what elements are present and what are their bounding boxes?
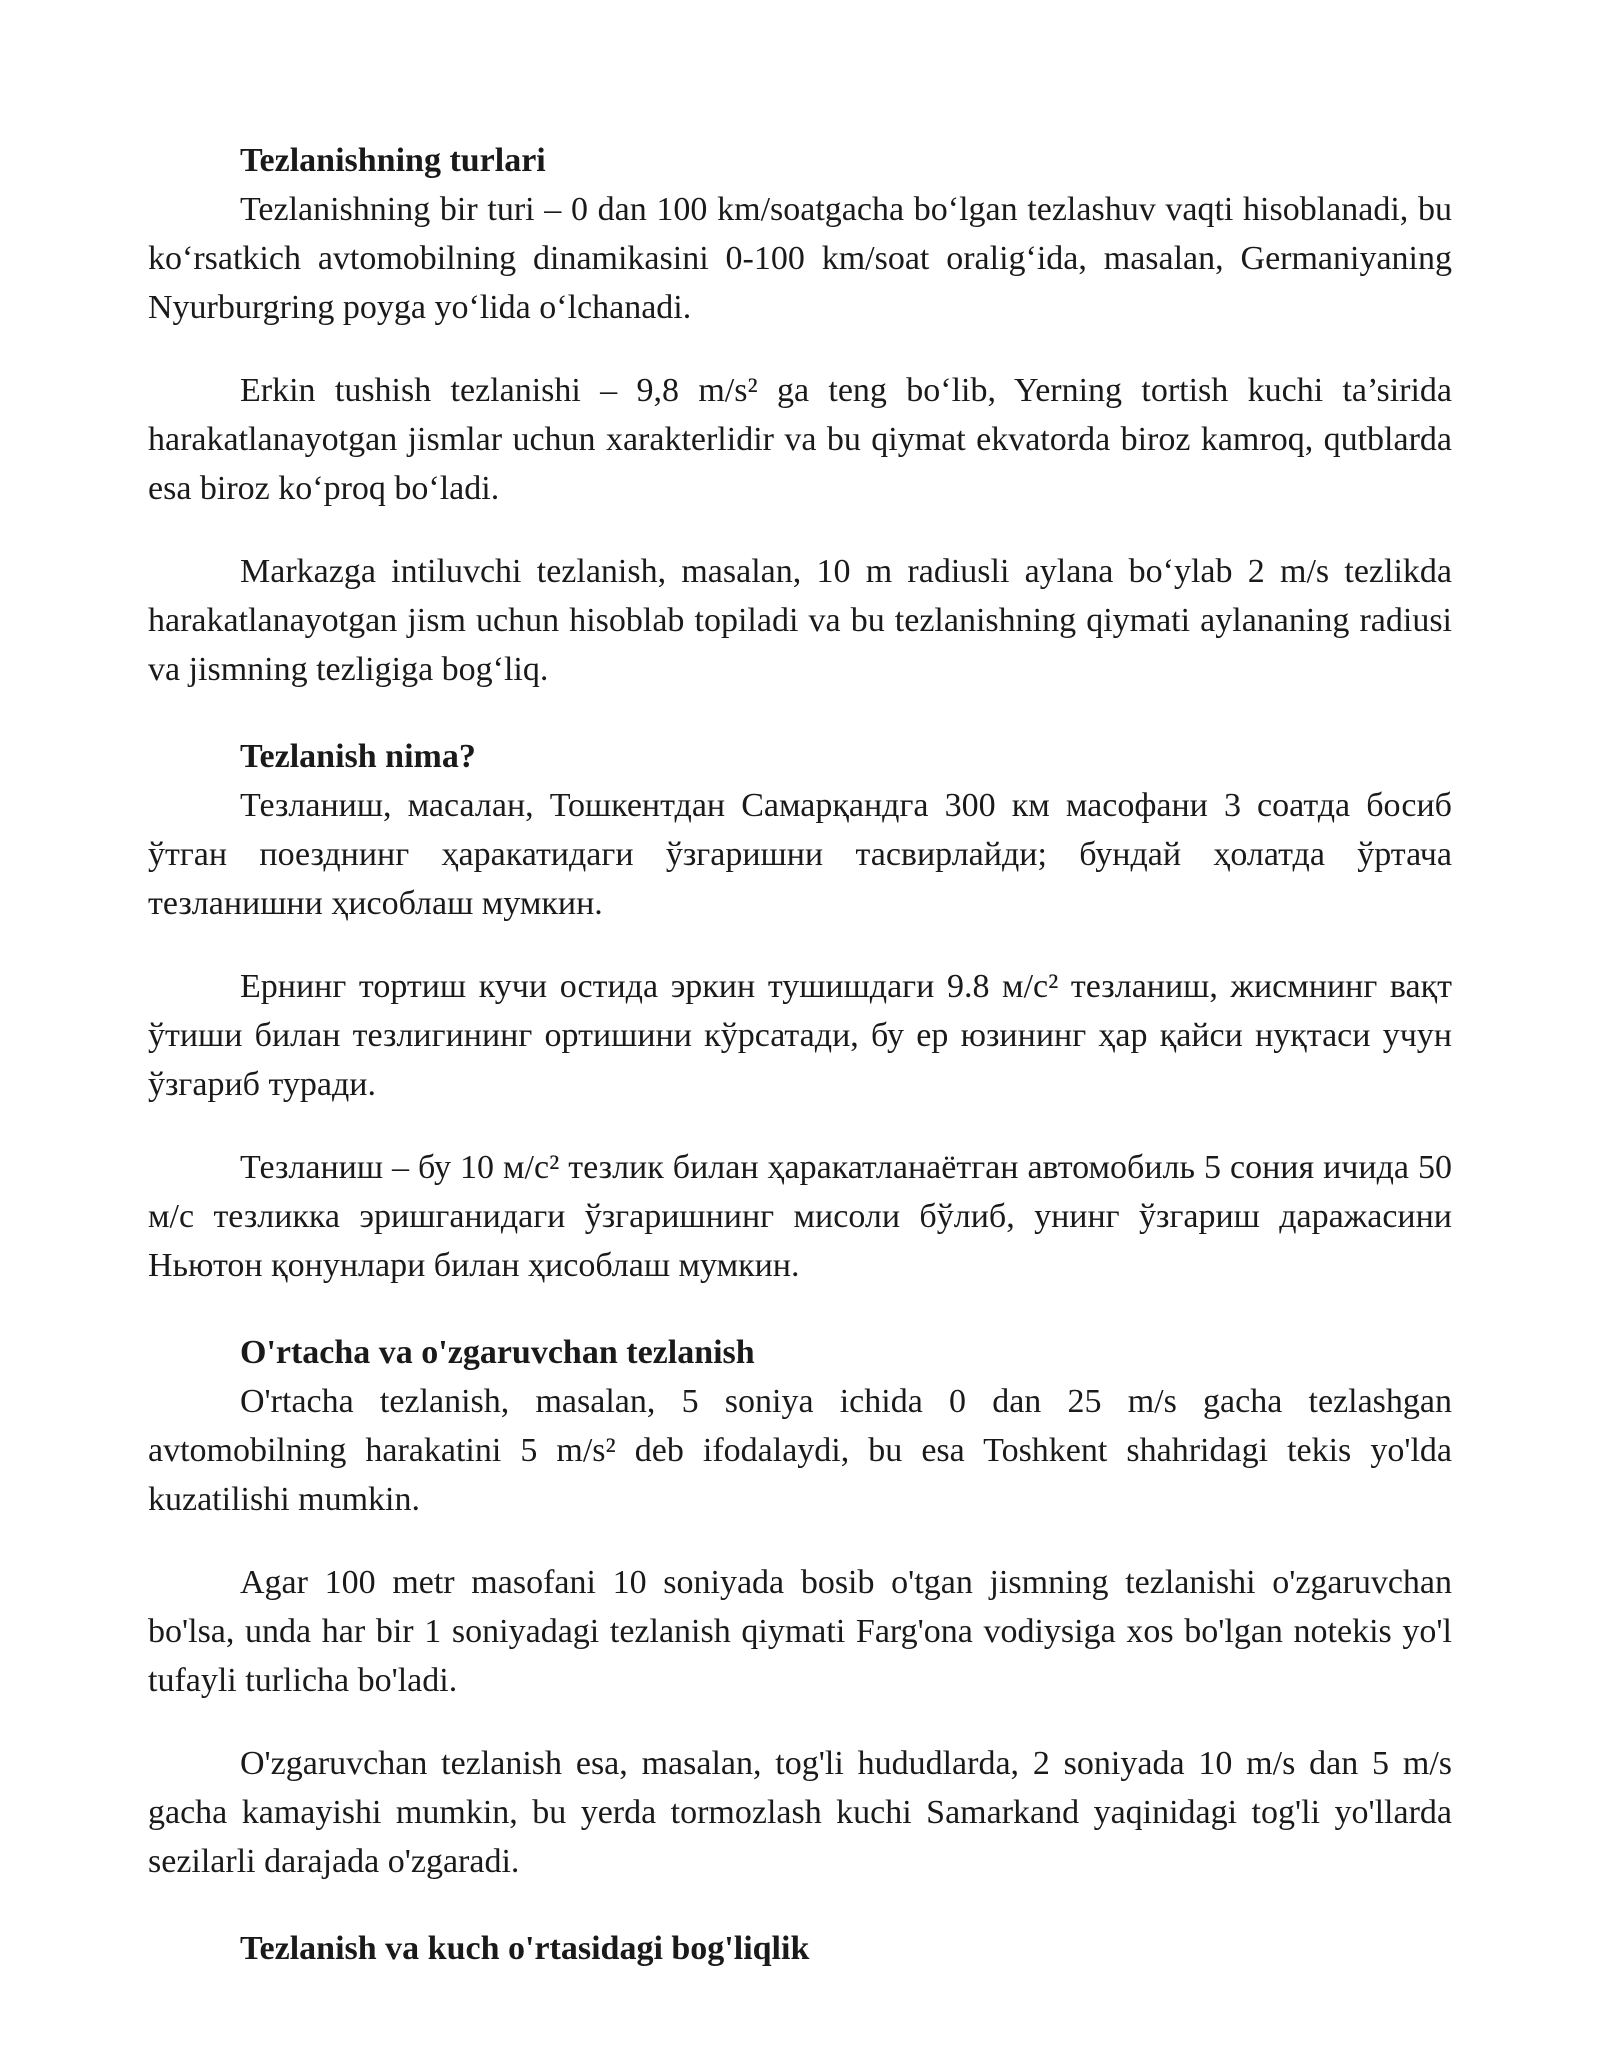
paragraph: Markazga intiluvchi tezlanish, masalan, 10 m radiusli aylana bo‘ylab 2 m/s tezlikda harakatlanayotgan jism uchun hisoblab topiladi va bu tezlanishning qiymati aylananing radiusi va jismning tezligiga bog‘liq. xyxy=(148,553,1452,688)
paragraph: Erkin tushish tezlanishi – 9,8 m/s² ga teng bo‘lib, Yerning tortish kuchi ta’sirida harakatlanayotgan jismlar uchun xarakterlidir va bu qiymat ekvatorda biroz kamroq, qutblarda esa biroz ko‘proq bo‘ladi. xyxy=(148,372,1452,507)
paragraph: Тезланиш – бу 10 м/с² тезлик билан ҳаракатланаётган автомобиль 5 сония ичида 50 м/с тезликка эришганидаги ўзгаришнинг мисоли бўлиб, унинг ўзгариш даражасини Ньютон қонунлари билан ҳисоблаш мумкин. xyxy=(148,1149,1452,1284)
paragraph: Agar 100 metr masofani 10 soniyada bosib o'tgan jismning tezlanishi o'zgaruvchan bo'lsa, unda har bir 1 soniyadagi tezlanish qiymati Farg'ona vodiysiga xos bo'lgan notekis yo'l tufayli turlicha bo'ladi. xyxy=(148,1564,1452,1699)
section-heading: Tezlanish nima? xyxy=(240,738,476,775)
paragraph: Ернинг тортиш кучи остида эркин тушишдаги 9.8 м/с² тезланиш, жисмнинг вақт ўтиши билан тезлигининг ортишини кўрсатади, бу ер юзининг ҳар қайси нуқтаси учун ўзгариб туради. xyxy=(148,968,1452,1103)
section-heading: O'rtacha va o'zgaruvchan tezlanish xyxy=(240,1334,755,1371)
paragraph: Tezlanishning bir turi – 0 dan 100 km/soatgacha bo‘lgan tezlashuv vaqti hisoblanadi, bu ko‘rsatkich avtomobilning dinamikasini 0-100 km/soat oralig‘ida, masalan, Germaniyaning Nyurburgring poyga yo‘lida o‘lchanadi. xyxy=(148,191,1452,326)
paragraph: Тезланиш, масалан, Тошкентдан Самарқандга 300 км масофани 3 соатда босиб ўтган поезднинг ҳаракатидаги ўзгаришни тасвирлайди; бундай ҳолатда ўртача тезланишни ҳисоблаш мумкин. xyxy=(148,787,1452,922)
section-heading: Tezlanishning turlari xyxy=(240,142,546,179)
paragraph: O'rtacha tezlanish, masalan, 5 soniya ichida 0 dan 25 m/s gacha tezlashgan avtomobilning harakatini 5 m/s² deb ifodalaydi, bu esa Toshkent shahridagi tekis yo'lda kuzatilishi mumkin. xyxy=(148,1383,1452,1518)
document-page xyxy=(148,136,1452,1973)
paragraph: O'zgaruvchan tezlanish esa, masalan, tog'li hududlarda, 2 soniyada 10 m/s dan 5 m/s gacha kamayishi mumkin, bu yerda tormozlash kuchi Samarkand yaqinidagi tog'li yo'llarda sezilarli darajada o'zgaradi. xyxy=(148,1745,1452,1880)
section-heading: Tezlanish va kuch o'rtasidagi bog'liqlik xyxy=(240,1930,810,1967)
